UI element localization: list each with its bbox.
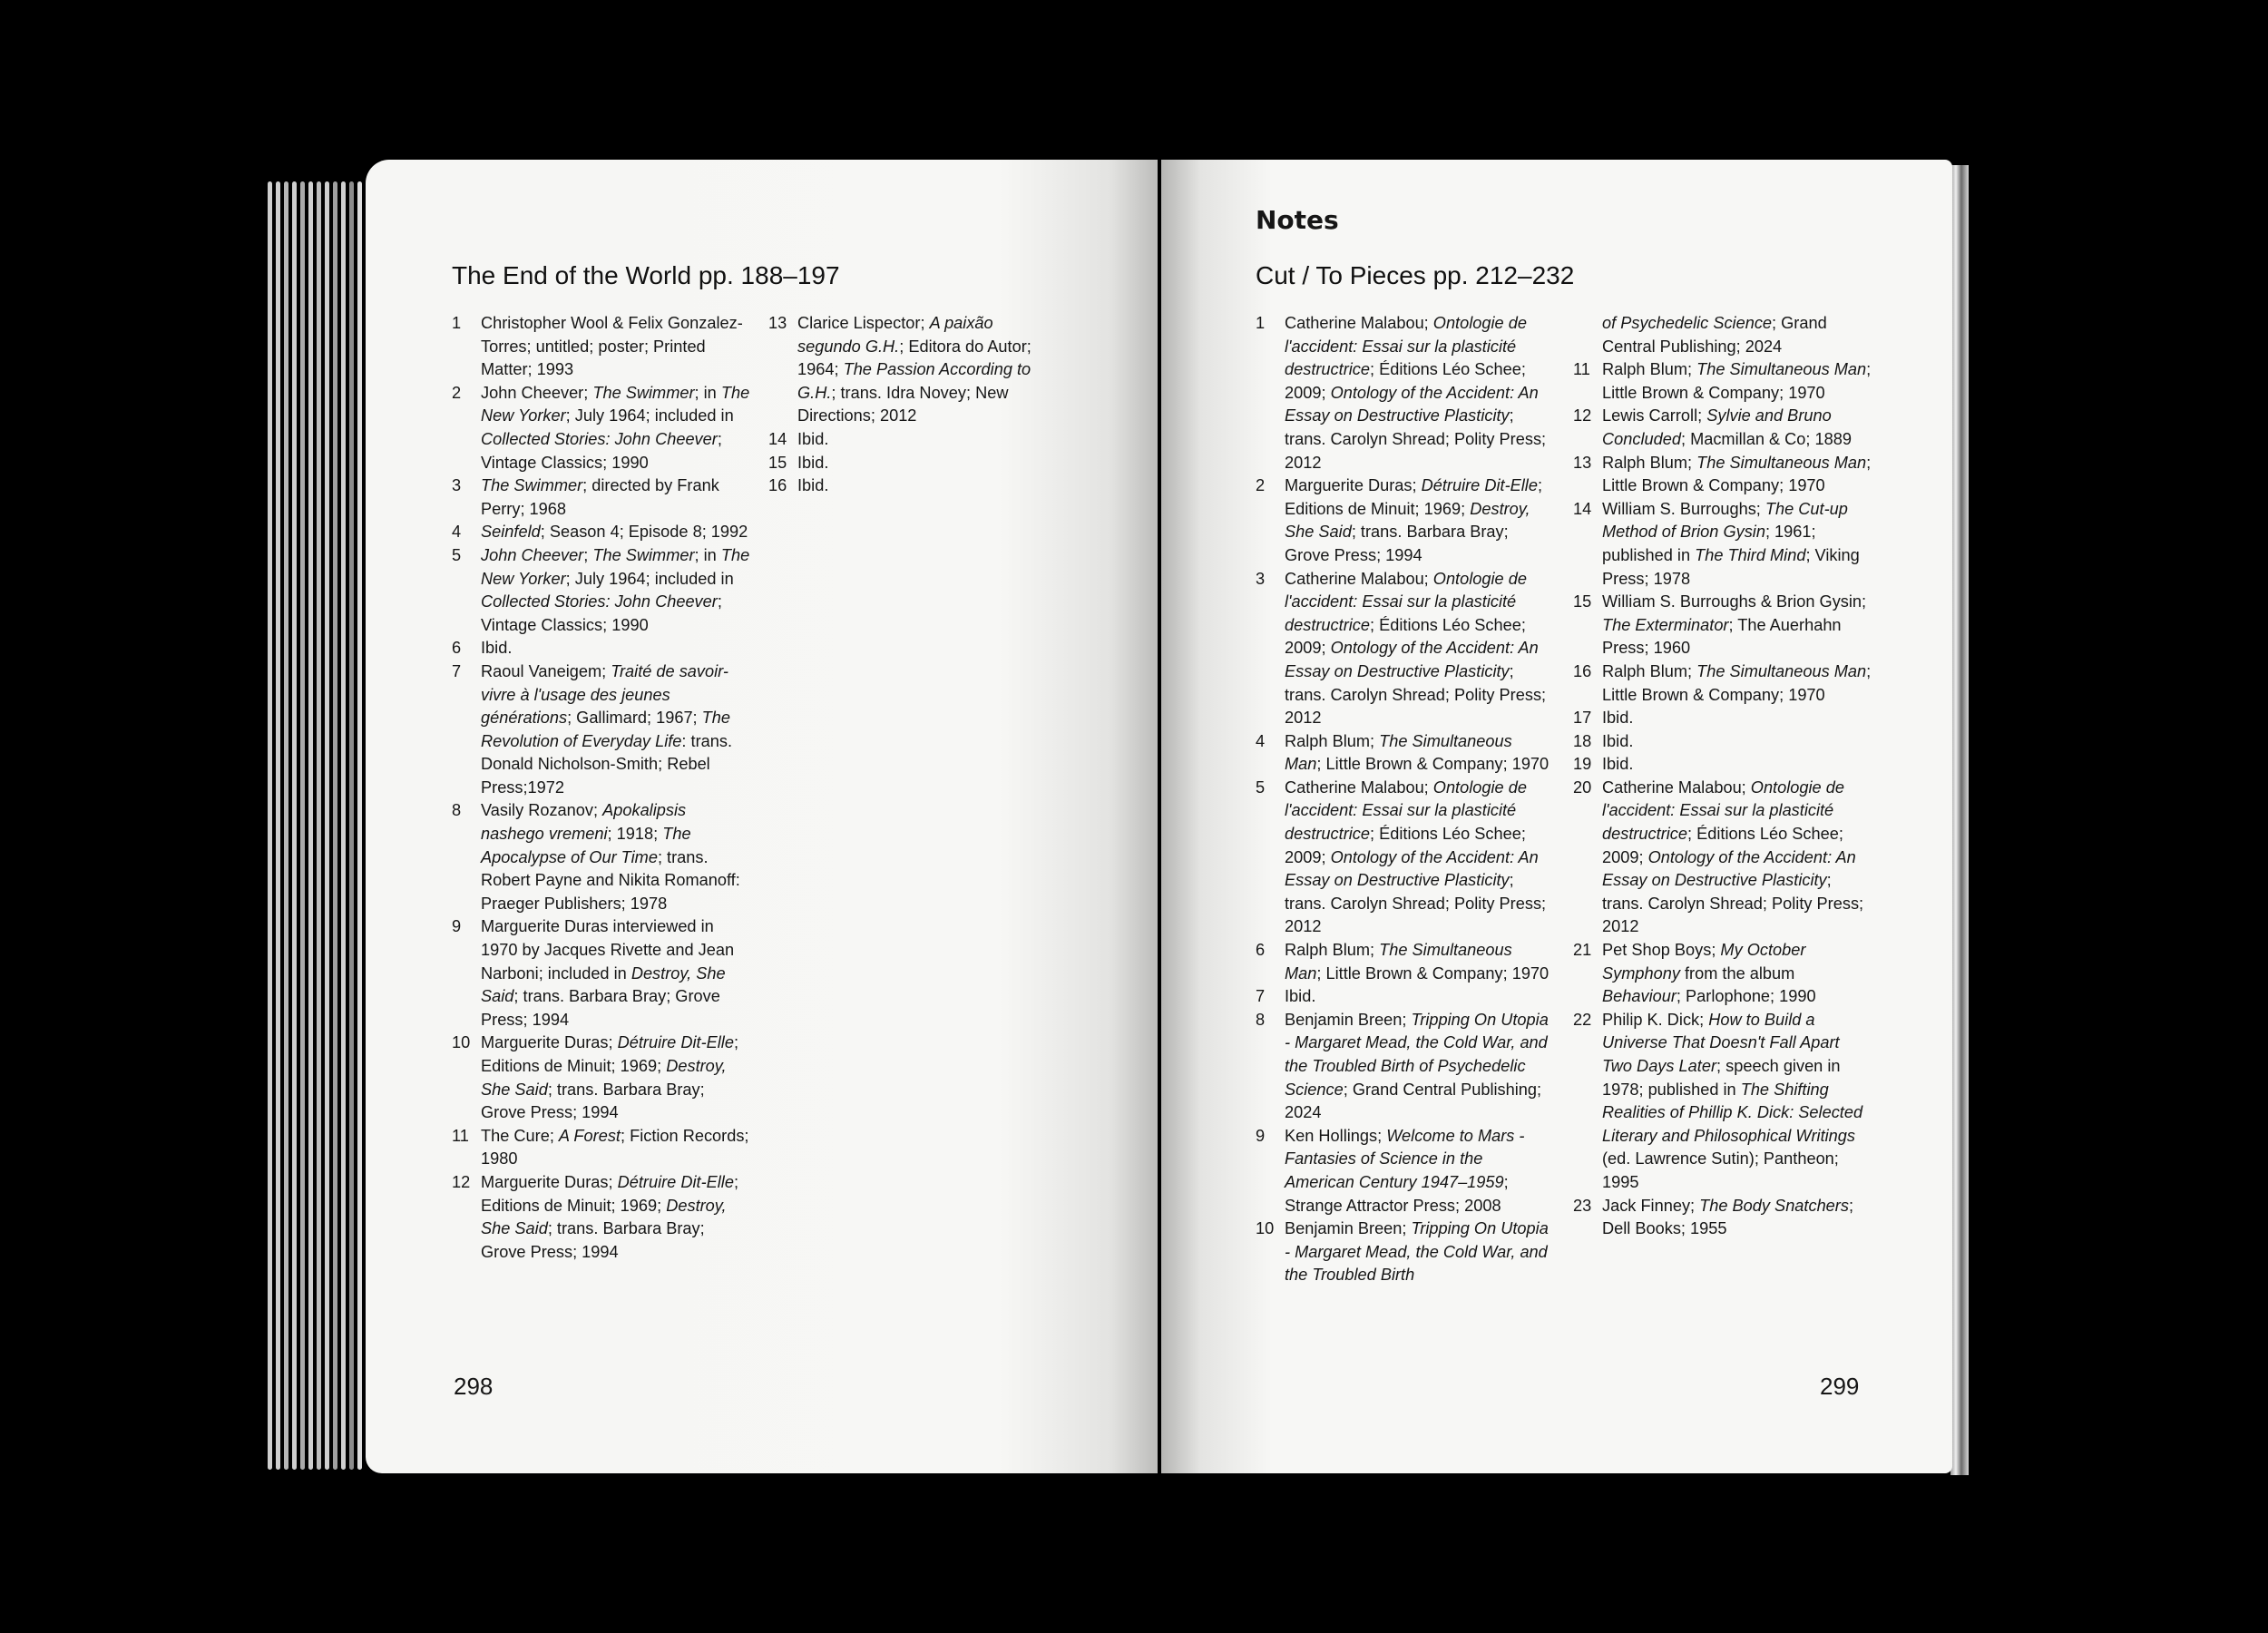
note-entry bbox=[452, 637, 751, 660]
note-entry bbox=[768, 312, 1048, 428]
note-entry bbox=[1573, 730, 1872, 754]
note-entry bbox=[1256, 474, 1551, 567]
note-text: Ralph Blum; The Simultaneous Man; Little Brown & Company; 1970 bbox=[1602, 360, 1872, 402]
note-number: 16 bbox=[1573, 661, 1592, 680]
note-text: Ralph Blum; The Simultaneous Man; Little Brown & Company; 1970 bbox=[1285, 941, 1549, 983]
note-text: Catherine Malabou; Ontologie de l'accident: Essai sur la plasticité destructrice; Éditions Léo Schee; 2009; Ontology of the Accident: An Essay on Destructive Plasticity; trans. Carolyn Shread; Polity Press; 2012 bbox=[1602, 777, 1864, 936]
note-text: Ibid. bbox=[1602, 709, 1634, 728]
note-entry bbox=[452, 521, 751, 544]
left-page bbox=[366, 160, 1158, 1473]
note-number: 7 bbox=[452, 661, 462, 680]
note-text: Benjamin Breen; Tripping On Utopia - Margaret Mead, the Cold War, and the Troubled Birth of Psychedelic Science; Grand Central Publishing; 2024 bbox=[1285, 1010, 1549, 1122]
note-number: 2 bbox=[1256, 476, 1266, 495]
note-text: Vasily Rozanov; Apokalipsis nashego vremeni; 1918; The Apocalypse of Our Time; trans. Robert Payne and Nikita Romanoff: Praeger Publishers; 1978 bbox=[481, 801, 740, 913]
note-text: Ralph Blum; The Simultaneous Man; Little Brown & Company; 1970 bbox=[1602, 453, 1872, 495]
note-entry bbox=[1256, 312, 1551, 474]
note-number: 9 bbox=[452, 917, 462, 936]
notes-column-1 bbox=[452, 312, 751, 1264]
note-number: 1 bbox=[1256, 314, 1266, 332]
note-entry bbox=[452, 544, 751, 637]
note-entry bbox=[1256, 1009, 1551, 1125]
page-number: 298 bbox=[454, 1373, 494, 1400]
note-text: Lewis Carroll; Sylvie and Bruno Concluded; Macmillan & Co; 1889 bbox=[1602, 406, 1852, 448]
note-text: Catherine Malabou; Ontologie de l'accident: Essai sur la plasticité destructrice; Éditions Léo Schee; 2009; Ontology of the Accident: An Essay on Destructive Plasticity; trans. Carolyn Shread; Polity Press; 2012 bbox=[1285, 314, 1547, 472]
note-entry bbox=[452, 474, 751, 521]
note-number: 15 bbox=[1573, 592, 1592, 611]
note-number: 10 bbox=[1256, 1219, 1275, 1238]
note-entry bbox=[1573, 660, 1872, 707]
note-number: 12 bbox=[452, 1172, 471, 1191]
note-entry bbox=[452, 1171, 751, 1264]
note-text: Raoul Vaneigem; Traité de savoir-vivre à l'usage des jeunes générations; Gallimard; 1967; The Revolution of Everyday Life: trans. Donald Nicholson-Smith; Rebel Press;1972 bbox=[481, 661, 732, 797]
note-text: Benjamin Breen; Tripping On Utopia - Margaret Mead, the Cold War, and the Troubled Birth bbox=[1285, 1219, 1549, 1285]
notes-column-2 bbox=[1573, 312, 1872, 1241]
right-page-edge bbox=[1950, 165, 1969, 1475]
note-entry bbox=[1256, 1217, 1551, 1287]
note-text: Seinfeld; Season 4; Episode 8; 1992 bbox=[481, 523, 748, 542]
note-number: 22 bbox=[1573, 1010, 1592, 1029]
note-text: Jack Finney; The Body Snatchers; Dell Books; 1955 bbox=[1602, 1196, 1854, 1238]
note-entry bbox=[1256, 568, 1551, 730]
note-number: 9 bbox=[1256, 1126, 1266, 1145]
note-entry bbox=[1573, 1195, 1872, 1241]
note-number: 11 bbox=[1573, 360, 1590, 379]
note-entry bbox=[1573, 707, 1872, 730]
note-entry bbox=[1573, 498, 1872, 591]
note-entry bbox=[1256, 777, 1551, 939]
note-number bbox=[1573, 312, 1602, 358]
note-text: John Cheever; The Swimmer; in The New Yorker; July 1964; included in Collected Stories: John Cheever; Vintage Classics; 1990 bbox=[481, 383, 750, 472]
note-number: 8 bbox=[1256, 1010, 1266, 1029]
note-number: 5 bbox=[1256, 777, 1266, 797]
section-title: Cut / To Pieces pp. 212–232 bbox=[1256, 261, 1575, 289]
note-text: Christopher Wool & Felix Gonzalez-Torres; untitled; poster; Printed Matter; 1993 bbox=[481, 314, 743, 379]
note-entry bbox=[1256, 939, 1551, 985]
note-number: 14 bbox=[1573, 499, 1592, 518]
note-number: 4 bbox=[452, 523, 462, 542]
note-text: Catherine Malabou; Ontologie de l'accident: Essai sur la plasticité destructrice; Éditions Léo Schee; 2009; Ontology of the Accident: An Essay on Destructive Plasticity; trans. Carolyn Shread; Polity Press; 2012 bbox=[1285, 569, 1547, 728]
note-text: Ibid. bbox=[797, 453, 829, 472]
note-entry bbox=[452, 799, 751, 915]
note-number: 3 bbox=[452, 476, 462, 495]
note-text: Marguerite Duras; Détruire Dit-Elle; Editions de Minuit; 1969; Destroy, She Said; trans. Barbara Bray; Grove Press; 1994 bbox=[1285, 476, 1543, 564]
note-text: Ibid. bbox=[481, 639, 513, 658]
note-entry bbox=[1573, 405, 1872, 451]
note-number: 8 bbox=[452, 801, 462, 820]
note-number: 3 bbox=[1256, 569, 1266, 588]
note-text: The Swimmer; directed by Frank Perry; 1968 bbox=[481, 476, 719, 518]
note-number: 11 bbox=[452, 1126, 469, 1145]
note-number: 17 bbox=[1573, 709, 1592, 728]
note-number: 23 bbox=[1573, 1196, 1592, 1215]
note-entry bbox=[1256, 730, 1551, 777]
note-text: Marguerite Duras interviewed in 1970 by Jacques Rivette and Jean Narboni; included in Destroy, She Said; trans. Barbara Bray; Grove Press; 1994 bbox=[481, 917, 735, 1029]
note-number: 5 bbox=[452, 545, 462, 564]
note-entry bbox=[1573, 777, 1872, 939]
note-entry bbox=[452, 312, 751, 382]
note-number: 18 bbox=[1573, 731, 1592, 750]
note-entry bbox=[1573, 312, 1872, 358]
note-entry bbox=[1573, 452, 1872, 498]
note-text: The Cure; A Forest; Fiction Records; 1980 bbox=[481, 1126, 749, 1169]
page-edges bbox=[268, 181, 367, 1470]
note-number: 7 bbox=[1256, 987, 1266, 1006]
note-number: 1 bbox=[452, 314, 462, 332]
note-text: Clarice Lispector; A paixão segundo G.H.; Editora do Autor; 1964; The Passion According to G.H.; trans. Idra Novey; New Directions; 2012 bbox=[797, 314, 1031, 425]
note-text: Catherine Malabou; Ontologie de l'accident: Essai sur la plasticité destructrice; Éditions Léo Schee; 2009; Ontology of the Accident: An Essay on Destructive Plasticity; trans. Carolyn Shread; Polity Press; 2012 bbox=[1285, 777, 1547, 936]
notes-column-1 bbox=[1256, 312, 1551, 1287]
note-entry bbox=[768, 452, 1048, 475]
note-number: 4 bbox=[1256, 731, 1266, 750]
note-number: 12 bbox=[1573, 406, 1592, 425]
note-text: Philip K. Dick; How to Build a Universe That Doesn't Fall Apart Two Days Later; speech given in 1978; published in The Shifting Realities of Phillip K. Dick: Selected Literary and Philosophical Writings (ed. Lawrence Sutin); Pantheon; 1995 bbox=[1602, 1010, 1863, 1191]
note-text: Ralph Blum; The Simultaneous Man; Little Brown & Company; 1970 bbox=[1285, 731, 1549, 774]
note-text: Marguerite Duras; Détruire Dit-Elle; Editions de Minuit; 1969; Destroy, She Said; trans. Barbara Bray; Grove Press; 1994 bbox=[481, 1033, 739, 1122]
note-text: Ibid. bbox=[1602, 755, 1634, 774]
page-number: 299 bbox=[1820, 1373, 1860, 1400]
right-page bbox=[1161, 160, 1952, 1473]
note-entry bbox=[768, 428, 1048, 452]
page-header: Notes bbox=[1256, 205, 1339, 235]
note-entry bbox=[1256, 985, 1551, 1009]
note-entry bbox=[1573, 753, 1872, 777]
note-number: 19 bbox=[1573, 755, 1592, 774]
note-entry bbox=[1256, 1125, 1551, 1217]
note-text: John Cheever; The Swimmer; in The New Yorker; July 1964; included in Collected Stories: John Cheever; Vintage Classics; 1990 bbox=[481, 545, 750, 634]
note-text: William S. Burroughs & Brion Gysin; The Exterminator; The Auerhahn Press; 1960 bbox=[1602, 592, 1867, 658]
note-number: 13 bbox=[1573, 453, 1592, 472]
notes-column-2 bbox=[768, 312, 1048, 498]
note-entry bbox=[1573, 1009, 1872, 1195]
note-entry bbox=[452, 915, 751, 1032]
note-number: 13 bbox=[768, 314, 787, 332]
note-text: William S. Burroughs; The Cut-up Method of Brion Gysin; 1961; published in The Third Mind; Viking Press; 1978 bbox=[1602, 499, 1860, 588]
note-number: 20 bbox=[1573, 777, 1592, 797]
note-number: 6 bbox=[1256, 941, 1266, 960]
note-number: 6 bbox=[452, 639, 462, 658]
note-entry bbox=[452, 1032, 751, 1124]
section-title: The End of the World pp. 188–197 bbox=[452, 261, 840, 289]
note-entry bbox=[1573, 358, 1872, 405]
note-number: 15 bbox=[768, 453, 787, 472]
note-entry bbox=[452, 660, 751, 800]
note-entry bbox=[1573, 591, 1872, 660]
note-text: Ken Hollings; Welcome to Mars - Fantasies of Science in the American Century 1947–1959; Strange Attractor Press; 2008 bbox=[1285, 1126, 1525, 1215]
note-text: Ibid. bbox=[1602, 731, 1634, 750]
note-text: Ibid. bbox=[797, 429, 829, 448]
note-text: Ibid. bbox=[797, 476, 829, 495]
note-number: 21 bbox=[1573, 941, 1592, 960]
note-entry bbox=[1573, 939, 1872, 1009]
note-number: 2 bbox=[452, 383, 462, 402]
note-number: 14 bbox=[768, 429, 787, 448]
note-text: Marguerite Duras; Détruire Dit-Elle; Editions de Minuit; 1969; Destroy, She Said; trans. Barbara Bray; Grove Press; 1994 bbox=[481, 1172, 739, 1261]
note-text: Pet Shop Boys; My October Symphony from the album Behaviour; Parlophone; 1990 bbox=[1602, 941, 1816, 1006]
note-entry bbox=[452, 382, 751, 474]
note-entry bbox=[452, 1125, 751, 1171]
note-text: Ralph Blum; The Simultaneous Man; Little Brown & Company; 1970 bbox=[1602, 661, 1872, 704]
note-text: of Psychedelic Science; Grand Central Publishing; 2024 bbox=[1602, 314, 1827, 356]
note-text: Ibid. bbox=[1285, 987, 1316, 1006]
note-entry bbox=[768, 474, 1048, 498]
note-number: 16 bbox=[768, 476, 787, 495]
note-number: 10 bbox=[452, 1033, 471, 1052]
